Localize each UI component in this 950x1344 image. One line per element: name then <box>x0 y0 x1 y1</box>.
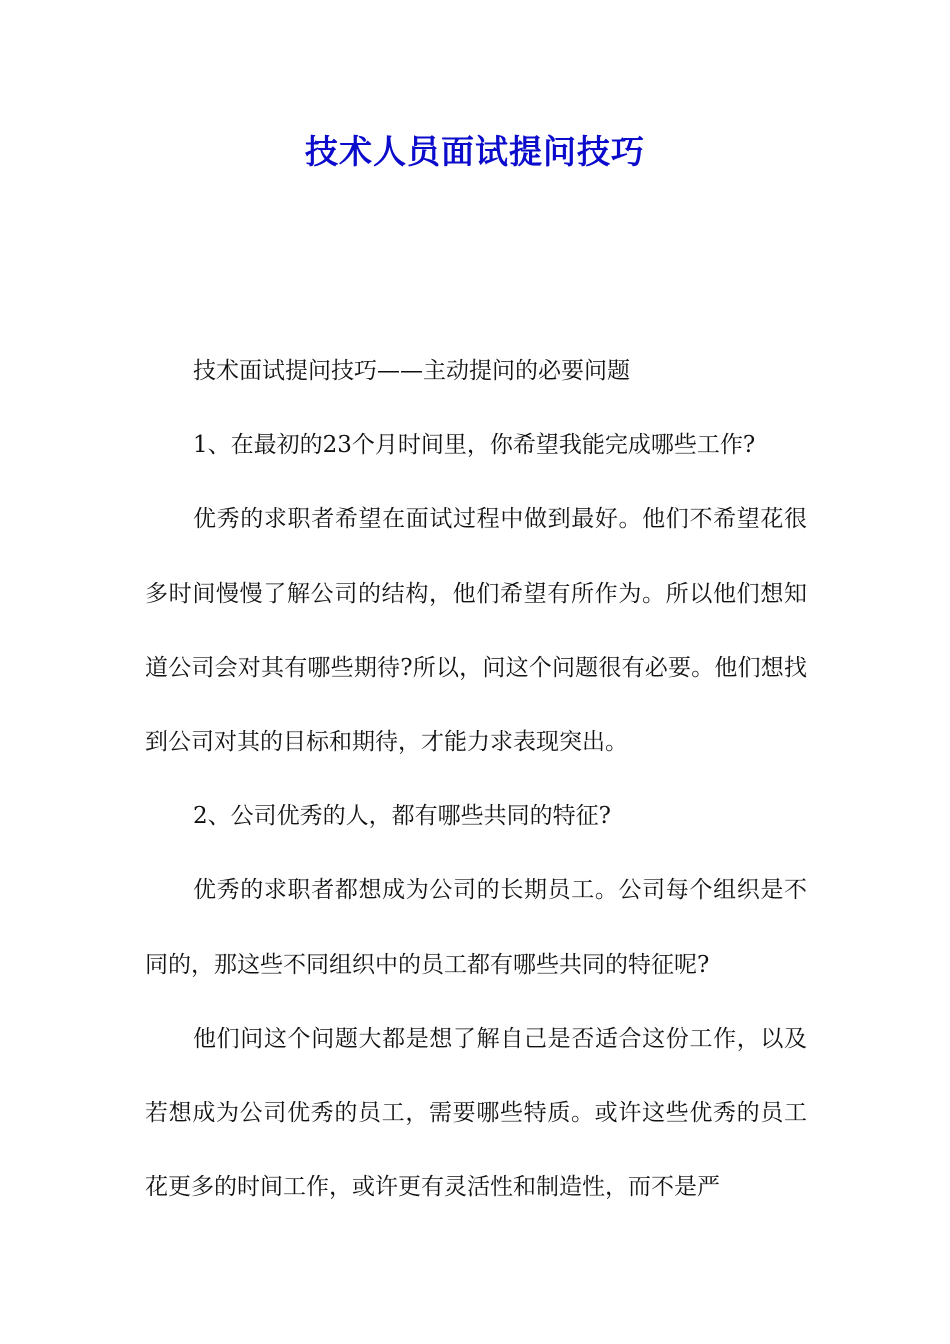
paragraph-2: 优秀的求职者都想成为公司的长期员工。公司每个组织是不同的，那这些不同组织中的员工都有哪些共同的特征呢? <box>145 877 807 978</box>
question-1: 1、在最初的23个月时间里，你希望我能完成哪些工作? <box>193 432 756 459</box>
question-2: 2、公司优秀的人，都有哪些共同的特征? <box>193 803 611 830</box>
paragraph-3: 他们问这个问题大都是想了解自己是否适合这份工作，以及若想成为公司优秀的员工，需要哪些特质。或许这些优秀的员工花更多的时间工作，或许更有灵活性和制造性，而不是严 <box>145 1025 807 1201</box>
document-body <box>145 334 807 1224</box>
page-title: 技术人员面试提问技巧 <box>305 132 645 171</box>
section-heading: 技术面试提问技巧——主动提问的必要问题 <box>193 358 630 384</box>
paragraph-1: 优秀的求职者希望在面试过程中做到最好。他们不希望花很多时间慢慢了解公司的结构，他们希望有所作为。所以他们想知道公司会对其有哪些期待?所以，问这个问题很有必要。他们想找到公司对其的目标和期待，才能力求表现突出。 <box>145 506 807 756</box>
